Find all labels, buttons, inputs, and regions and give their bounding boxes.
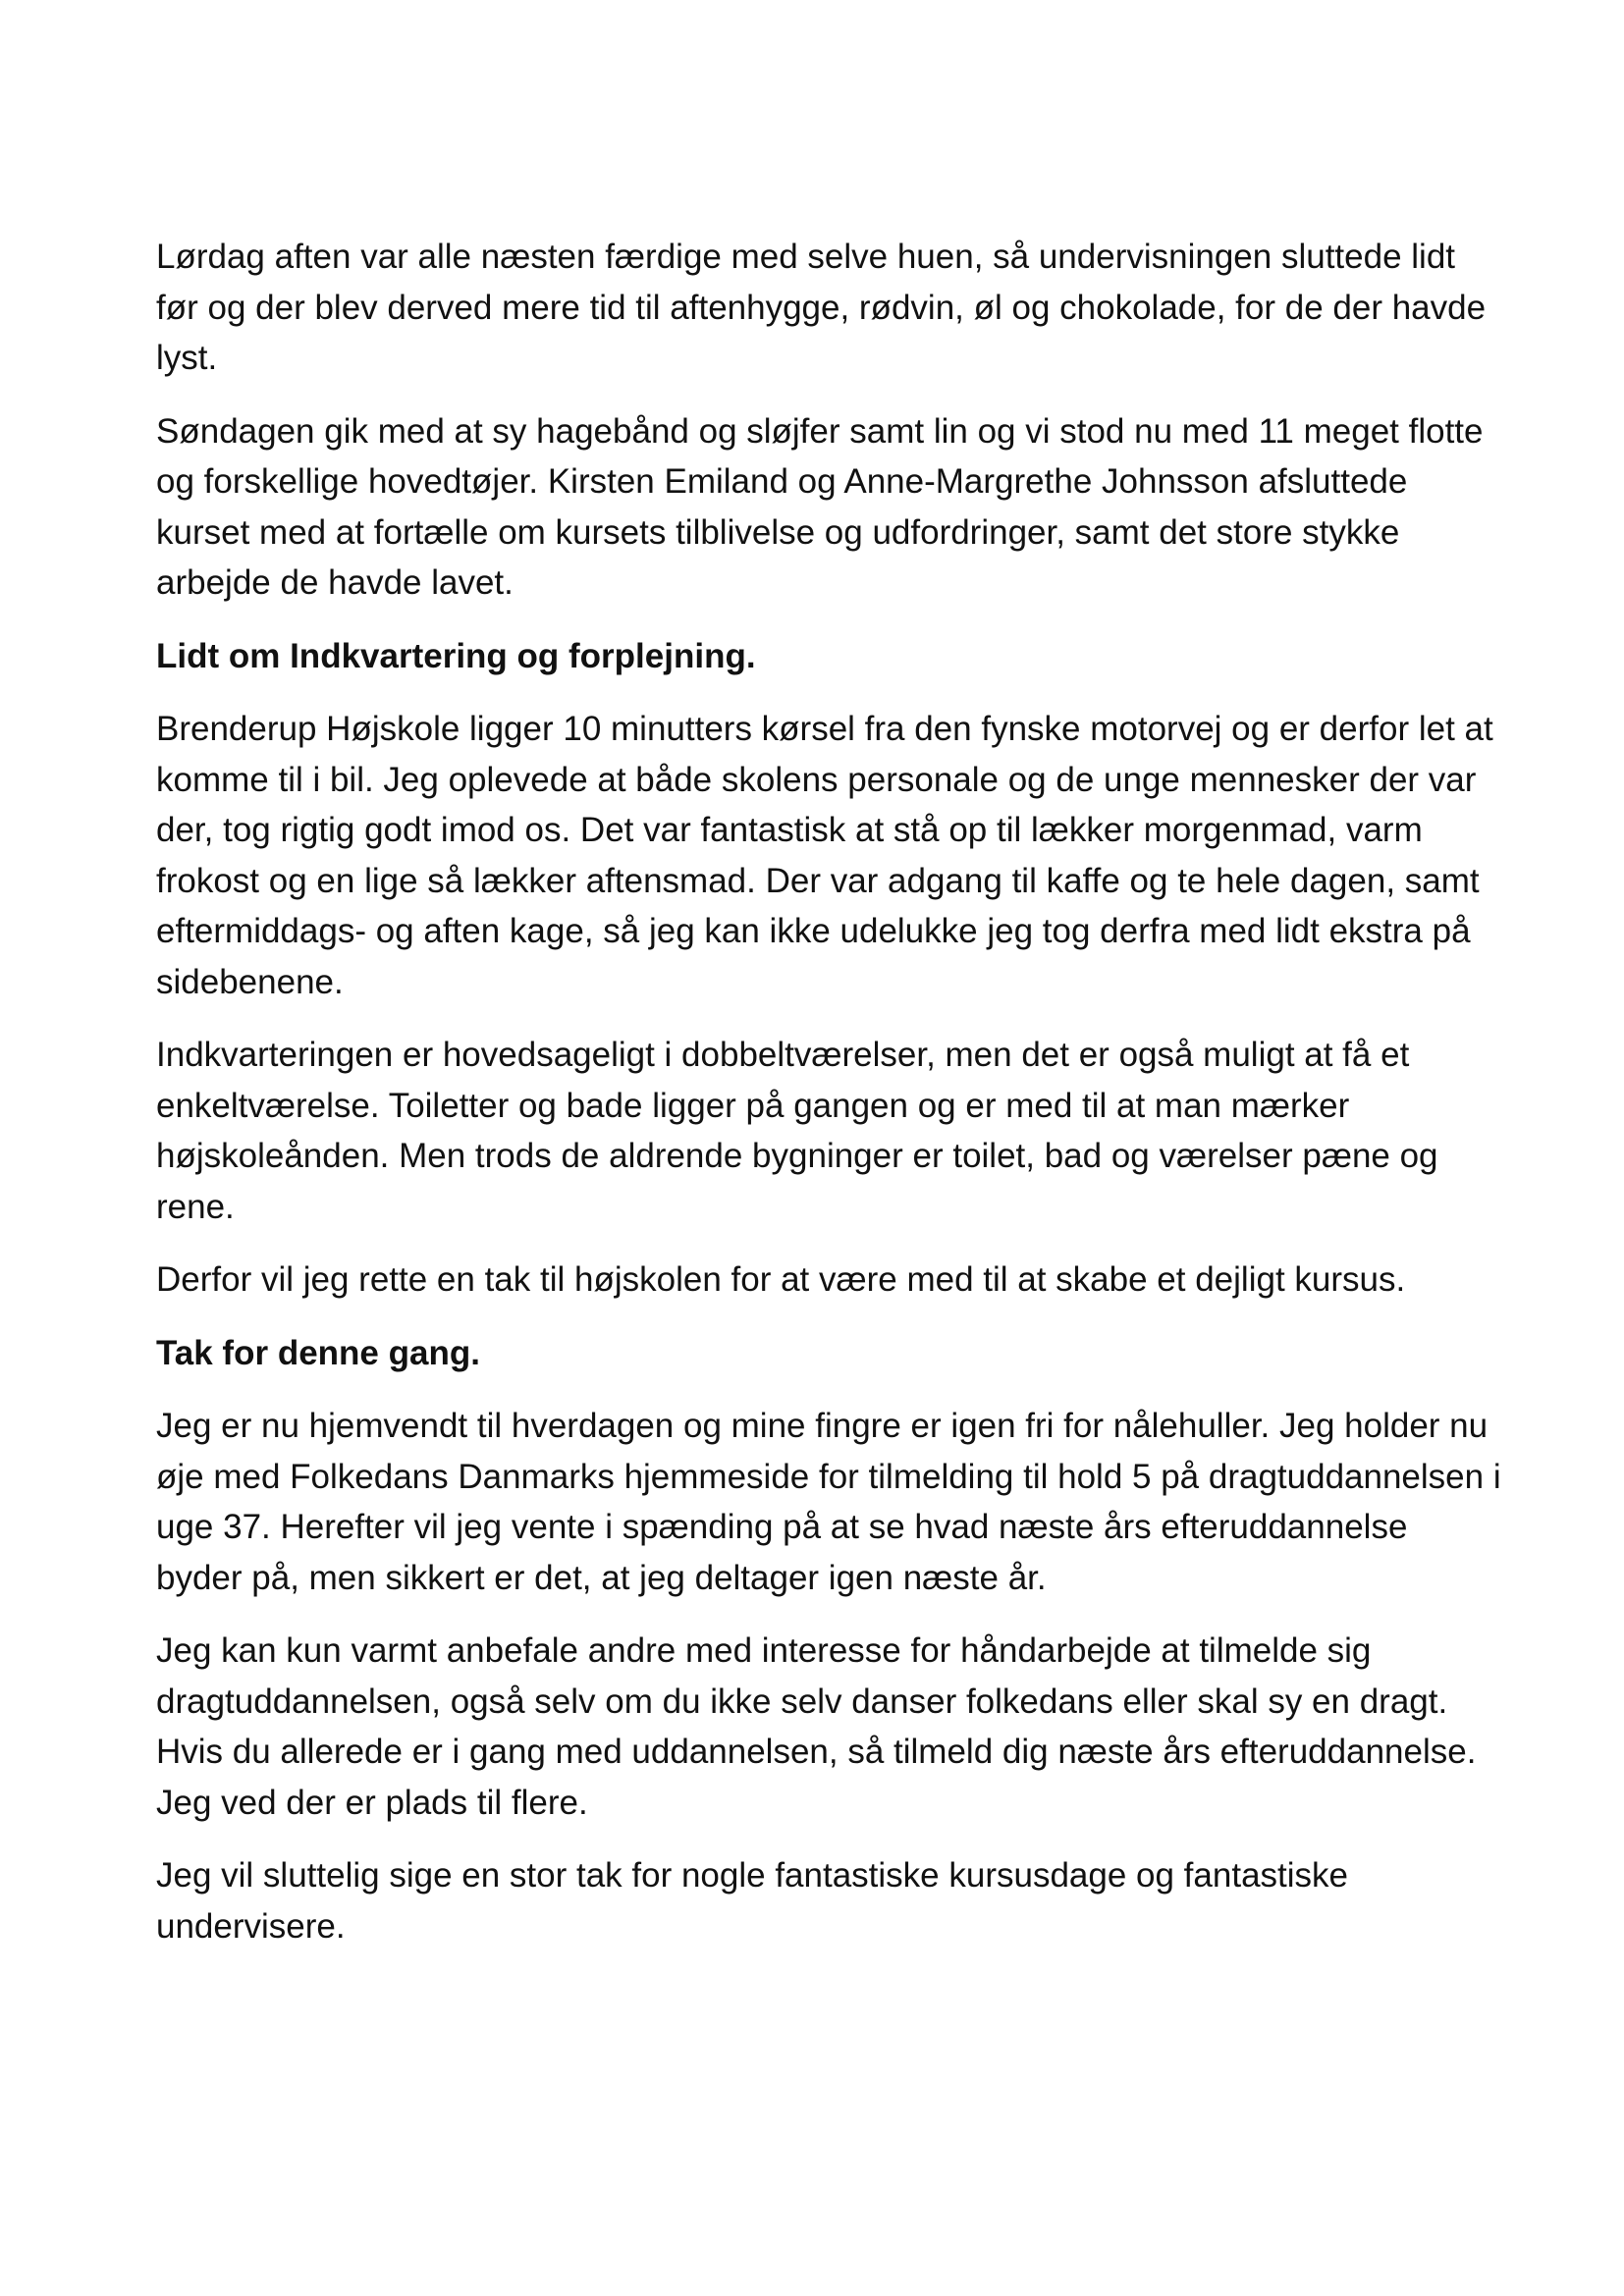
paragraph-rooms: Indkvarteringen er hovedsageligt i dobbeltværelser, men det er også muligt at få et enkeltværelse. Toiletter og bade ligger på gangen og er med til at man mærker højskoleånden. Men trods de aldrende bygninger er toilet, bad og værelser pæne og rene.	[156, 1036, 1438, 1226]
paragraph-closing: Jeg vil sluttelig sige en stor tak for nogle fantastiske kursusdage og fantastiske undervisere.	[156, 1856, 1348, 1946]
paragraph-thanks-school: Derfor vil jeg rette en tak til højskolen for at være med til at skabe et dejligt kursus.	[156, 1260, 1406, 1299]
document-page	[156, 232, 1501, 1974]
paragraph-saturday-evening: Lørdag aften var alle næsten færdige med selve huen, så undervisningen sluttede lidt før og der blev derved mere tid til aftenhygge, rødvin, øl og chokolade, for de der havde lyst.	[156, 238, 1487, 377]
heading-thank-you: Tak for denne gang.	[156, 1333, 480, 1372]
paragraph-recommend: Jeg kan kun varmt anbefale andre med interesse for håndarbejde at tilmelde sig dragtuddannelsen, også selv om du ikke selv danser folkedans eller skal sy en dragt. Hvis du allerede er i gang med uddannelsen, så tilmeld dig næste års efteruddannelse. Jeg ved der er plads til flere.	[156, 1631, 1477, 1822]
paragraph-back-home: Jeg er nu hjemvendt til hverdagen og mine fingre er igen fri for nålehuller. Jeg holder nu øje med Folkedans Danmarks hjemmeside for tilmelding til hold 5 på dragtuddannelsen i uge 37. Herefter vil jeg vente i spænding på at se hvad næste års efteruddannelse byder på, men sikkert er det, at jeg deltager igen næste år.	[156, 1407, 1501, 1597]
paragraph-brenderup: Brenderup Højskole ligger 10 minutters kørsel fra den fynske motorvej og er derfor let at komme til i bil. Jeg oplevede at både skolens personale og de unge mennesker der var der, tog rigtig godt imod os. Det var fantastisk at stå op til lækker morgenmad, varm frokost og en lige så lækker aftensmad. Der var adgang til kaffe og te hele dagen, samt eftermiddags- og aften kage, så jeg kan ikke udelukke jeg tog derfra med lidt ekstra på sidebenene.	[156, 710, 1493, 1001]
heading-accommodation: Lidt om Indkvartering og forplejning.	[156, 636, 756, 675]
paragraph-sunday: Søndagen gik med at sy hagebånd og sløjfer samt lin og vi stod nu med 11 meget flotte og forskellige hovedtøjer. Kirsten Emiland og Anne-Margrethe Johnsson afsluttede kurset med at fortælle om kursets tilblivelse og udfordringer, samt det store stykke arbejde de havde lavet.	[156, 411, 1484, 602]
